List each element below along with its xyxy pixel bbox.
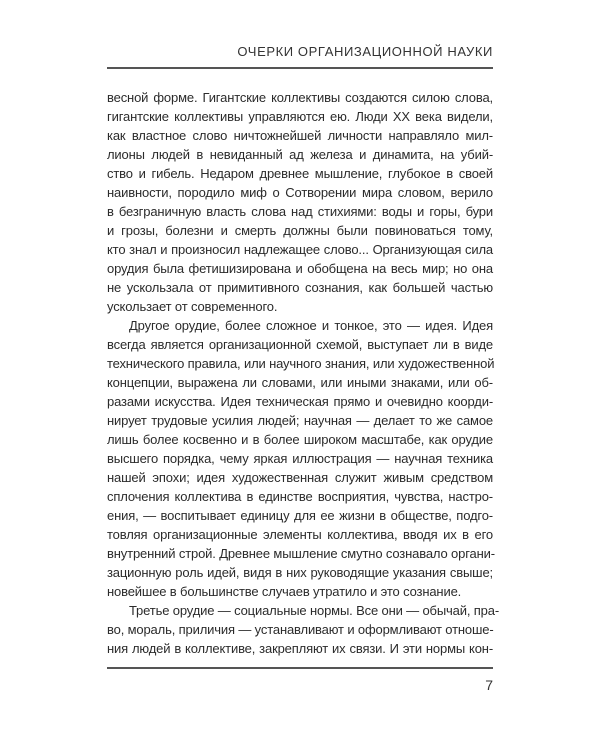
text-line: зационную роль идей, видя в них руководящие указания свыше;: [107, 565, 493, 580]
text-line: лионы людей в невиданный ад железа и динамита, на убий-: [107, 147, 493, 162]
text-line: весной форме. Гигантские коллективы создаются силою слова,: [107, 90, 493, 105]
text-line: сплочения коллектива в единстве восприятия, чувства, настро-: [107, 489, 493, 504]
text-line: концепции, выражена ли словами, или иными знаками, или об-: [107, 375, 493, 390]
text-line: товляя организационные элементы коллектива, вводя их в его: [107, 527, 493, 542]
text-line: высшего порядка, чему яркая иллюстрация — научная техника: [107, 451, 493, 466]
page-number: 7: [485, 677, 493, 693]
text-line: орудия была фетишизирована и обобщена на весь мир; но она: [107, 261, 493, 276]
text-line: гигантские коллективы управляются ею. Люди XX века видели,: [107, 109, 493, 124]
text-line: не ускользала от примитивного сознания, как большей частью: [107, 280, 493, 295]
paragraph: [107, 601, 500, 658]
text-line: внутренний строй. Древнее мышление смутно сознавало органи-: [107, 546, 495, 561]
text-line: кто знал и произносил надлежащее слово... Организующая сила: [107, 242, 493, 257]
text-line: нирует трудовые усилия людей; научная — делает то же самое: [107, 413, 493, 428]
text-line: лишь более косвенно и в более широком масштабе, как орудие: [107, 432, 493, 447]
text-line: всегда является организационной схемой, выступает ли в виде: [107, 337, 493, 352]
text-line: ускользает от современного.: [107, 299, 278, 314]
paragraph: [107, 316, 493, 601]
text-line: Другое орудие, более сложное и тонкое, это — идея. Идея: [129, 318, 493, 333]
text-line: в безграничную власть слова над стихиями: воды и горы, бури: [107, 204, 493, 219]
text-line: новейшее в большинстве случаев утратило и это сознание.: [107, 584, 462, 599]
body-text: [107, 88, 500, 658]
paragraph: [107, 88, 493, 316]
text-line: нашей эпохи; идея художественная служит живым средством: [107, 470, 493, 485]
text-line: во, мораль, приличия — устанавливают и оформливают отноше-: [107, 622, 494, 637]
running-header: ОЧЕРКИ ОРГАНИЗАЦИОННОЙ НАУКИ: [237, 44, 493, 59]
text-line: технического правила, или научного знания, или художественной: [107, 356, 495, 371]
text-line: и грозы, болезни и смерть должны были повиноваться тому,: [107, 223, 493, 238]
text-line: ния людей в коллективе, закрепляют их связи. И эти нормы кон-: [107, 641, 493, 656]
text-line: ения, — воспитывает единицу для ее жизни в обществе, подго-: [107, 508, 493, 523]
text-line: как властное слово ничтожнейшей личности направляло мил-: [107, 128, 493, 143]
text-line: наивности, породило миф о Сотворении мира словом, верило: [107, 185, 493, 200]
text-line: Третье орудие — социальные нормы. Все они — обычай, пра-: [129, 603, 500, 618]
text-line: ство и гибель. Недаром древнее мышление, глубокое в своей: [107, 166, 493, 181]
header-rule: [107, 67, 493, 69]
text-line: разами искусства. Идея техническая прямо и очевидно коорди-: [107, 394, 493, 409]
footer-rule: [107, 667, 493, 669]
